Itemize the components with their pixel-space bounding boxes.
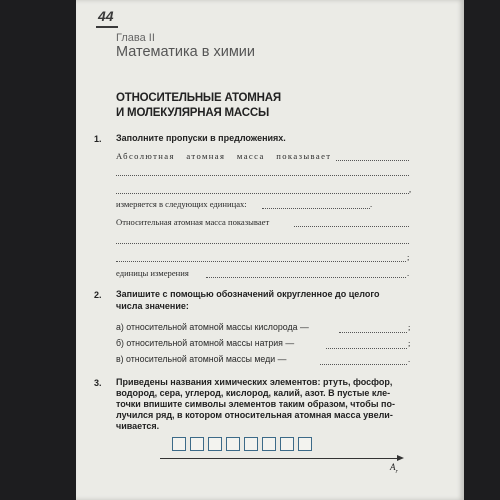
question-2-number: 2. bbox=[94, 290, 102, 300]
question-3-line-5: чивается. bbox=[116, 421, 160, 431]
element-cell-2[interactable] bbox=[190, 437, 204, 451]
question-3-line-2: водород, сера, углерод, кислород, калий, азот. В пустые кле- bbox=[116, 388, 391, 398]
element-cell-4[interactable] bbox=[226, 437, 240, 451]
answer-blank-abs-1[interactable] bbox=[336, 160, 409, 161]
answer-blank-units[interactable] bbox=[262, 208, 370, 209]
question-3-line-1: Приведены названия химических элементов: ртуть, фосфор, bbox=[116, 377, 393, 387]
question-2-option-b: б) относительной атомной массы натрия — bbox=[116, 338, 295, 348]
axis-label-sub: r bbox=[395, 468, 398, 475]
answer-blank-oxygen[interactable] bbox=[339, 332, 407, 333]
semicolon-mark: , bbox=[409, 184, 412, 194]
section-title-line-2: И МОЛЕКУЛЯРНАЯ МАССЫ bbox=[116, 107, 270, 119]
increase-arrow-shaft bbox=[160, 458, 400, 459]
question-1-prompt: Заполните пропуски в предложениях. bbox=[116, 133, 286, 143]
period-mark-2: . bbox=[407, 268, 410, 278]
answer-blank-sodium[interactable] bbox=[326, 348, 407, 349]
question-2-prompt-line-2: числа значение: bbox=[116, 301, 189, 311]
answer-blank-rel-2[interactable] bbox=[116, 243, 409, 244]
axis-label-letter: A bbox=[390, 462, 396, 472]
chapter-label: Глава II bbox=[116, 32, 155, 44]
question-3-line-4: лучился ряд, в котором относительная атомная масса увели- bbox=[116, 410, 393, 420]
element-cell-8[interactable] bbox=[298, 437, 312, 451]
element-cell-1[interactable] bbox=[172, 437, 186, 451]
page-number: 44 bbox=[98, 8, 114, 24]
semicolon-mark-2: ; bbox=[407, 252, 410, 262]
section-title bbox=[116, 91, 416, 121]
question-1-abs-label: Абсолютная атомная масса показывает bbox=[116, 151, 332, 161]
question-2-option-c: в) относительной атомной массы меди — bbox=[116, 354, 287, 364]
element-cell-3[interactable] bbox=[208, 437, 222, 451]
question-1-units-label: измеряется в следующих единицах: bbox=[116, 199, 247, 209]
question-2-option-a: а) относительной атомной массы кислорода — bbox=[116, 322, 309, 332]
question-3-line-3: точки впишите символы элементов таким образом, чтобы по- bbox=[116, 399, 395, 409]
workbook-page bbox=[76, 0, 464, 500]
increase-arrow-head bbox=[397, 455, 404, 461]
element-cell-7[interactable] bbox=[280, 437, 294, 451]
chapter-title: Математика в химии bbox=[116, 44, 255, 60]
answer-blank-rel-1[interactable] bbox=[294, 226, 409, 227]
answer-blank-unit[interactable] bbox=[206, 277, 406, 278]
question-1-rel-label: Относительная атомная масса показывает bbox=[116, 217, 270, 227]
period-mark: . bbox=[370, 199, 373, 209]
answer-blank-rel-3[interactable] bbox=[116, 261, 406, 262]
question-3-number: 3. bbox=[94, 378, 102, 388]
semicolon-mark-4: ; bbox=[408, 338, 411, 348]
question-1-number: 1. bbox=[94, 134, 102, 144]
question-1-unit-label: единицы измерения bbox=[116, 268, 189, 278]
answer-blank-copper[interactable] bbox=[320, 364, 407, 365]
period-mark-3: . bbox=[408, 354, 411, 364]
element-cell-5[interactable] bbox=[244, 437, 258, 451]
semicolon-mark-3: ; bbox=[408, 322, 411, 332]
page-number-rule bbox=[96, 26, 118, 28]
section-title-line-1: ОТНОСИТЕЛЬНЫЕ АТОМНАЯ bbox=[116, 92, 281, 104]
answer-blank-abs-2[interactable] bbox=[116, 175, 409, 176]
axis-label-ar bbox=[390, 462, 398, 475]
answer-blank-abs-3[interactable] bbox=[116, 193, 409, 194]
question-2-prompt-line-1: Запишите с помощью обозначений округленное до целого bbox=[116, 289, 380, 299]
element-cell-6[interactable] bbox=[262, 437, 276, 451]
